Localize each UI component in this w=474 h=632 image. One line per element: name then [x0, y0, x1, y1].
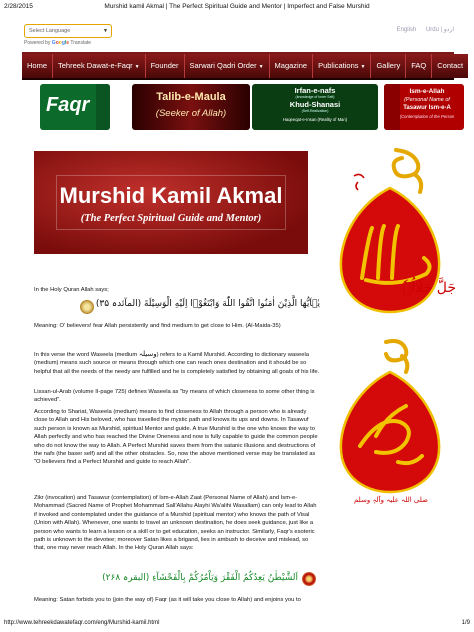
banner-ism-e-allah[interactable]	[384, 84, 464, 130]
google-letter: g	[61, 40, 65, 46]
nav-item-sarwari-qadri[interactable]	[185, 54, 270, 78]
banner-faqr[interactable]	[40, 84, 110, 130]
powered-by-label: Powered by	[24, 40, 51, 46]
banner-irfan-sub: (knowledge of Inner Self)	[295, 95, 335, 99]
banner-ism-title: Ism-e-Allah	[409, 88, 445, 95]
text-span: ) refers to a Kamil Murshid. According to dictionary waseela (medium) means such source or means through which one can reach ones destination and it should be so helpful that all the needs of the needy are fulfilled and he is completely satisfied by obtaining all goals of his life.	[34, 352, 320, 375]
language-select[interactable]	[24, 24, 112, 38]
hero-subtitle: (The Perfect Spiritual Guide and Mentor)	[80, 213, 262, 224]
print-header	[4, 3, 470, 15]
banner-faqr-label: Faqr	[46, 94, 90, 116]
banner-tasawur-sub: (Contemplation of the Person	[399, 114, 455, 119]
quran-emblem-icon	[302, 572, 316, 586]
text-span: In this verse the word Waseela (medium	[34, 352, 138, 358]
chevron-down-icon: ▼	[134, 64, 140, 70]
nav-item-founder[interactable]	[146, 54, 185, 78]
nav-label: Founder	[150, 61, 179, 70]
muhammad-drop-emblem	[341, 372, 439, 492]
banner-talib-e-maula[interactable]	[132, 84, 250, 130]
print-url: http://www.tehreekdawatefaqr.com/eng/Murshid-kamil.html	[4, 620, 160, 626]
paragraph: According to Shariat, Waseela (medium) means to find closeness to Allah through a person who is already close to Allah and His beloved, who has travelled the mystic path and knows its ups and downs. In Tasawuf such person is known as Murshid, spiritual Mentor and guide. A true Murshid is the one who knows the way to Allah perfectly and who has reached the Divine Oneness and now is fully capable to guide the common people who do not know the way to Allah. A Perfect Murshid saves them from the satanic illusions and destructions of the nafs (the baser self) and all the other obstacles. So, now the above mentioned verse may be translated as "O believers find a Perfect Murshid and guide to reach Allah".	[34, 409, 318, 466]
hero-banner	[34, 151, 308, 254]
calligraphy-svg	[326, 146, 456, 512]
paragraph: In the Holy Quran Allah says;	[34, 287, 109, 293]
banner-talib-title: Talib-e-Maula	[156, 91, 226, 103]
arabic-word: وسیلہ	[138, 350, 157, 358]
print-date: 2/28/2015	[4, 3, 33, 10]
main-nav	[22, 52, 464, 80]
nav-item-home[interactable]	[22, 54, 53, 78]
calligraphy-artwork	[326, 146, 456, 512]
lang-link-english[interactable]: English	[396, 27, 417, 33]
banner-khud-sub: (Self-Realization)	[301, 109, 329, 113]
google-letter: l	[64, 40, 67, 46]
banner-tasawur-title: Tasawur Ism-e-A	[403, 105, 451, 111]
paragraph: Lissan-ul-Arab (volume II-page 725) defines Waseela as "by means of which closeness to some other thing is achieved".	[34, 389, 315, 404]
nav-label: Home	[27, 61, 48, 70]
google-letter: G	[51, 40, 56, 46]
language-links	[389, 26, 454, 33]
nav-label: Tehreek Dawat-e-Faqr	[58, 61, 133, 70]
chevron-down-icon: ▼	[258, 64, 264, 70]
print-doc-title: Murshid kamil Akmal | The Perfect Spiritual Guide and Mentor | Imperfect and False Murshid	[104, 3, 370, 10]
quran-verse: اَلشَّيْطٰنُ يَعِدُكُمُ الْفَقْرَ وَيَاْمُرُكُمْ بِالْفَحْشَآءِ (البقرہ ۲۶۸)	[102, 573, 298, 583]
hu-calligraphy-top	[354, 150, 421, 192]
paragraph	[34, 350, 320, 376]
nav-label: Magazine	[274, 61, 308, 70]
print-page-number: 1/9	[461, 620, 470, 626]
google-letter: e	[66, 40, 70, 46]
google-letter: o	[58, 40, 62, 46]
language-select-placeholder: Select Language	[29, 28, 71, 34]
nav-label: Contact	[437, 61, 464, 70]
nav-label: FAQ	[411, 61, 427, 70]
quran-verse: يٰۤاَيُّهَا الَّذِيْنَ اٰمَنُوا اتَّقُوا اللّٰهَ وَابْتَغُوْۤا اِلَيْهِ الْوَسِيْلَةَ (المآئدہ ۳۵)	[95, 299, 320, 309]
hero-title: Murshid Kamil Akmal	[59, 183, 283, 208]
nav-label: Sarwari Qadri Order	[189, 61, 257, 70]
banner-irfan-e-nafs[interactable]	[252, 84, 378, 130]
nav-item-magazine[interactable]	[270, 54, 314, 78]
verse-translation: Meaning: O' believers! fear Allah persistently and find medium to get close to Him. (Al-Maida-35)	[34, 323, 281, 329]
nav-item-tehreek[interactable]	[53, 54, 146, 78]
banner-haqeeqat: Haqeeqat-e-Insan (Reality of Man)	[282, 117, 348, 122]
chevron-down-icon: ▼	[103, 28, 108, 34]
nav-item-gallery[interactable]	[371, 54, 406, 78]
banner-talib-subtitle: (Seeker of Allah)	[155, 108, 227, 119]
banner-strip	[40, 84, 460, 132]
muhammad-caption: صلی اللہ علیہ وآلہٖ وسلم	[354, 496, 428, 504]
paragraph: Zikr (invocation) and Tasawur (contemplation) of Ism-e-Allah Zaat (Personal Name of Allah) and Ism-e-Mohammad (Sacred Name of Prophet Mohammad Sall'Allahu Alayhi Wa'alihi Wasallam) can only lead to Allah if invoked and contemplated under the guidance of a Murshid (spiritual mentor) who knows the path of Visal (Union with Allah). Whenever, one wants to travel an unknown destination, he does seek guidance, just like a person who wants to learn a lesson or a skill or to get education, seeks an instructor. Similarly, Faqr's esoteric path is unknown to the devotee; moreover Satan likes a brigand, lies in ambush to deceive and mislead, so that, one may never reach Allah. In the Holy Quran Allah says:	[34, 495, 317, 552]
nav-label: Publications	[318, 61, 359, 70]
hu-calligraphy-middle	[386, 341, 407, 372]
print-footer	[4, 620, 470, 626]
nav-item-contact[interactable]	[432, 54, 468, 78]
nav-label: Gallery	[376, 61, 401, 70]
banner-ism-sub: (Personal Name of	[404, 97, 450, 103]
banner-arrow	[96, 84, 110, 130]
banner-khud-title: Khud-Shanasi	[289, 100, 341, 109]
lang-link-urdu[interactable]: Urdu | اردو	[425, 27, 454, 33]
chevron-down-icon: ▼	[360, 64, 366, 70]
nav-item-faq[interactable]	[406, 54, 432, 78]
allah-caption: جَلَّ جَلَالُہٗ	[402, 280, 456, 296]
powered-by-google-translate	[24, 40, 91, 46]
google-letter: o	[55, 40, 59, 46]
nav-item-publications[interactable]	[313, 54, 371, 78]
banner-irfan-title: Irfan-e-nafs	[294, 86, 336, 95]
translate-link[interactable]: Translate	[70, 40, 92, 46]
google-logo	[52, 40, 69, 46]
verse-translation: Meaning: Satan forbids you to (join the way of) Faqr (as it will take you close to Allah) and enjoins you to	[34, 597, 301, 603]
